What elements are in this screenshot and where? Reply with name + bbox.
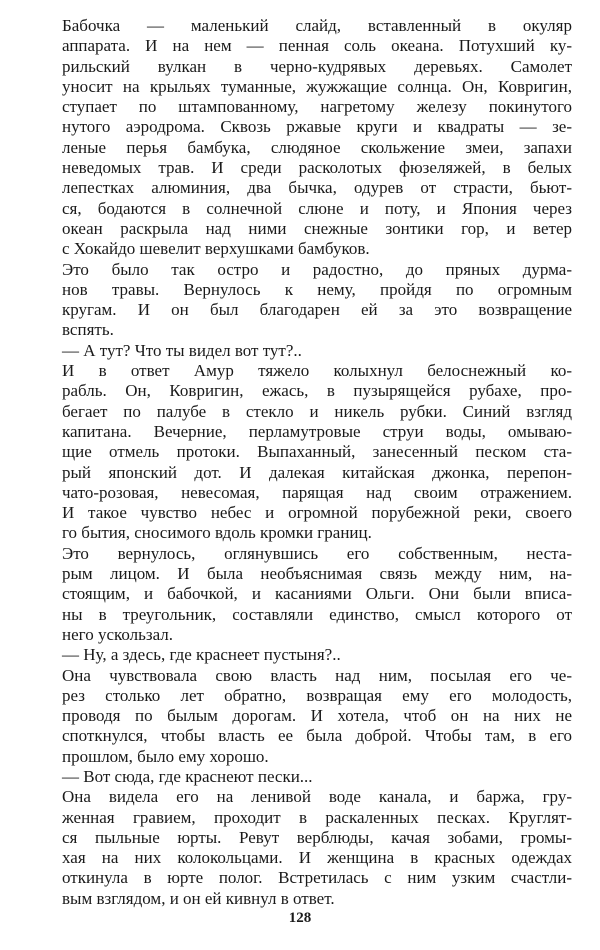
- text-line: рез столько лет обратно, возвращая ему его молодость,: [62, 685, 572, 705]
- text-line: — Вот сюда, где краснеют пески...: [62, 766, 313, 786]
- text-line: ны в треугольник, составляли единство, смысл которого от: [62, 604, 572, 624]
- text-line: проводя по былым дорогам. И хотела, чтоб он на них не: [62, 706, 572, 726]
- paragraph: [62, 787, 572, 909]
- text-line: женная гравием, проходит в раскаленных песках. Круглят-: [62, 807, 572, 827]
- text-line: вым взглядом, и он ей кивнул в ответ.: [62, 888, 335, 908]
- text-line: рый японский дот. И далекая китайская джонка, перепон-: [62, 462, 572, 482]
- text-line: хая на них колокольцами. И женщина в красных одеждах: [62, 848, 572, 868]
- text-line: Это было так остро и радостно, до пряных дурма-: [62, 259, 572, 279]
- text-line: уносит на крыльях туманные, жужжащие солнца. Он, Ковригин,: [62, 76, 572, 96]
- paragraph: [62, 645, 572, 665]
- text-line: нов травы. Вернулось к нему, пройдя по огромным: [62, 279, 572, 299]
- text-line: леные перья бамбука, слюдяное скольжение змеи, запахи: [62, 137, 572, 157]
- page-number: 128: [288, 910, 312, 926]
- text-line: ся, бодаются в солнечной слюне и поту, и Япония через: [62, 198, 572, 218]
- text-line: океан раскрыла над ними снежные зонтики гор, и ветер: [62, 218, 572, 238]
- text-line: ся пыльные юрты. Ревут верблюды, качая зобами, громы-: [62, 827, 572, 847]
- text-line: откинула в юрте полог. Встретилась с ним узким счастли-: [62, 868, 572, 888]
- text-line: щие отмель протоки. Выпаханный, занесенный песком ста-: [62, 442, 572, 462]
- paragraph: [62, 341, 572, 361]
- text-line: него ускользал.: [62, 624, 174, 644]
- text-line: нутого аэродрома. Сквозь ржавые круги и квадраты — зе-: [62, 117, 572, 137]
- paragraph: [62, 544, 572, 645]
- text-line: — Ну, а здесь, где краснеет пустыня?..: [62, 645, 341, 665]
- text-line: аппарата. И на нем — пенная соль океана. Потухший ку-: [62, 36, 572, 56]
- text-line: Бабочка — маленький слайд, вставленный в окуляр: [62, 16, 572, 35]
- text-line: ступает по штампованному, нагретому железу покинутого: [62, 97, 572, 117]
- page-body: [62, 16, 572, 909]
- text-line: капитана. Вечерние, перламутровые струи воды, омываю-: [62, 421, 572, 441]
- text-line: рым лицом. И была необъяснимая связь между ним, на-: [62, 564, 572, 584]
- paragraph: [62, 666, 572, 767]
- text-line: лепестках алюминия, два бычка, одурев от страсти, бьют-: [62, 178, 572, 198]
- paragraph: [62, 361, 572, 544]
- text-line: Она чувствовала свою власть над ним, посылая его че-: [62, 665, 572, 685]
- text-line: Она видела его на ленивой воде канала, и баржа, гру-: [62, 787, 572, 807]
- text-line: — А тут? Что ты видел вот тут?..: [62, 340, 302, 360]
- text-line: прошлом, было ему хорошо.: [62, 746, 269, 766]
- text-line: И в ответ Амур тяжело колыхнул белоснежный ко-: [62, 361, 572, 381]
- text-line: рабль. Он, Ковригин, ежась, в пузырящейся рубахе, про-: [62, 381, 572, 401]
- text-line: стоящим, и бабочкой, и касаниями Ольги. Они были вписа-: [62, 584, 572, 604]
- text-line: неведомых трав. И среди расколотых фюзеляжей, в белых: [62, 158, 572, 178]
- text-line: чато-розовая, невесомая, парящая над своим отражением.: [62, 482, 572, 502]
- text-line: споткнулся, чтобы власть ее была доброй. Чтобы там, в его: [62, 726, 572, 746]
- text-line: бегает по палубе в стекло и никель рубки. Синий взгляд: [62, 401, 572, 421]
- paragraph: [62, 16, 572, 260]
- paragraph: [62, 260, 572, 341]
- text-line: рильский вулкан в черно-кудрявых деревьях. Самолет: [62, 56, 572, 76]
- text-line: вспять.: [62, 320, 114, 340]
- text-line: Это вернулось, оглянувшись его собственным, неста-: [62, 543, 572, 563]
- text-line: кругам. И он был благодарен ей за это возвращение: [62, 300, 572, 320]
- text-line: го бытия, сносимого вдоль кромки границ.: [62, 523, 372, 543]
- paragraph: [62, 767, 572, 787]
- text-line: И такое чувство небес и огромной порубежной реки, своего: [62, 503, 572, 523]
- text-line: с Хокайдо шевелит верхушками бамбуков.: [62, 239, 370, 259]
